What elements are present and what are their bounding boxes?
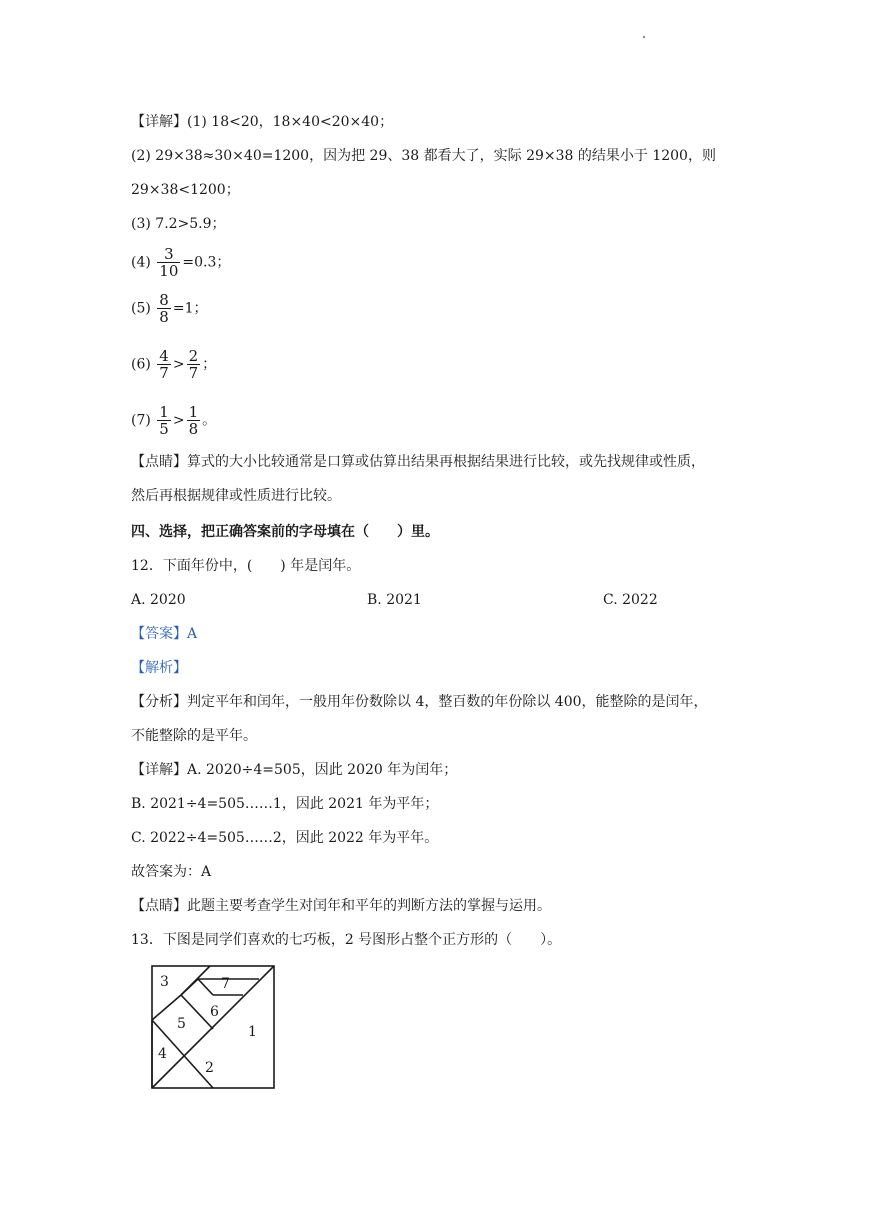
option-c: C. 2022 [603,592,658,608]
compare-symbol: > [172,412,185,429]
denominator: 5 [159,420,169,438]
tangram-label-2: 2 [205,1060,214,1076]
detail-line-6 [131,292,207,325]
fenxi-line-2: 不能整除的是平年。 [131,728,257,744]
fraction [157,404,171,437]
equation-rest: =0.3； [182,254,231,271]
tangram-figure [150,964,276,1090]
tangram-label-1: 1 [248,1024,257,1040]
question-12: 12．下面年份中，( ) 年是闰年。 [131,558,361,574]
comment-line-1: 【点睛】算式的大小比较通常是口算或估算出结果再根据结果进行比较，或先找规律或性质， [131,454,705,470]
detail-line-5 [131,246,230,279]
tangram-label-3: 3 [160,974,169,990]
tangram-label-6: 6 [210,1004,219,1020]
fraction [157,348,171,381]
fenxi-line-1: 【分析】判定平年和闰年，一般用年份数除以 4，整百数的年份除以 400，能整除的是闰年， [131,694,708,710]
detail-line-2: (2) 29×38≈30×40=1200，因为把 29、38 都看大了，实际 29×38 的结果小于 1200，则 [131,148,716,164]
tangram-line [181,979,198,995]
detail-line-8 [131,404,216,437]
fraction [157,292,171,325]
final-answer: 故答案为：A [131,864,212,880]
item-number: (5) [131,300,151,317]
detail-line-3: 29×38<1200； [131,182,240,198]
xiangjie-a: 【详解】A. 2020÷4=505，因此 2020 年为闰年； [131,762,458,778]
fraction [187,348,201,381]
xiangjie-c: C. 2022÷4=505……2，因此 2022 年为平年。 [131,830,439,846]
comment-line-2: 然后再根据规律或性质进行比较。 [131,488,341,504]
numerator: 4 [159,347,169,365]
analysis-heading: 【解析】 [131,660,187,676]
numerator: 1 [188,403,199,421]
numerator: 1 [159,403,169,421]
fraction [157,246,180,279]
xiangjie-b: B. 2021÷4=505……1，因此 2021 年为平年； [131,796,439,812]
option-a: A. 2020 [131,592,186,608]
denominator: 8 [159,308,169,326]
numerator: 8 [159,291,169,309]
equation-rest: =1； [172,300,208,317]
option-b: B. 2021 [367,592,422,608]
tangram-line [198,979,213,995]
tangram-label-7: 7 [221,976,230,992]
section-heading: 四、选择，把正确答案前的字母填在（ ）里。 [131,524,439,540]
item-number: (4) [131,254,151,271]
denominator: 7 [159,364,169,382]
item-number: (6) [131,356,151,373]
denominator: 10 [159,262,179,280]
denominator: 8 [188,420,199,438]
numerator: 3 [164,245,174,263]
fraction [187,404,201,437]
equation-rest: ； [202,356,217,373]
tangram-label-4: 4 [158,1046,167,1062]
tangram-label-5: 5 [177,1016,186,1032]
denominator: 7 [188,364,199,382]
detail-line-1: 【详解】(1) 18<20，18×40<20×40； [131,114,394,130]
compare-symbol: > [172,356,185,373]
item-number: (7) [131,412,151,429]
numerator: 2 [188,347,199,365]
detail-line-7 [131,348,216,381]
comment-line-3: 【点睛】此题主要考查学生对闰年和平年的判断方法的掌握与运用。 [131,898,551,914]
detail-line-4: (3) 7.2>5.9； [131,216,226,232]
question-13: 13．下图是同学们喜欢的七巧板，2 号图形占整个正方形的（ ）。 [131,932,562,948]
equation-rest: 。 [202,412,217,429]
page-dot [643,36,645,38]
answer-line: 【答案】A [131,626,198,642]
